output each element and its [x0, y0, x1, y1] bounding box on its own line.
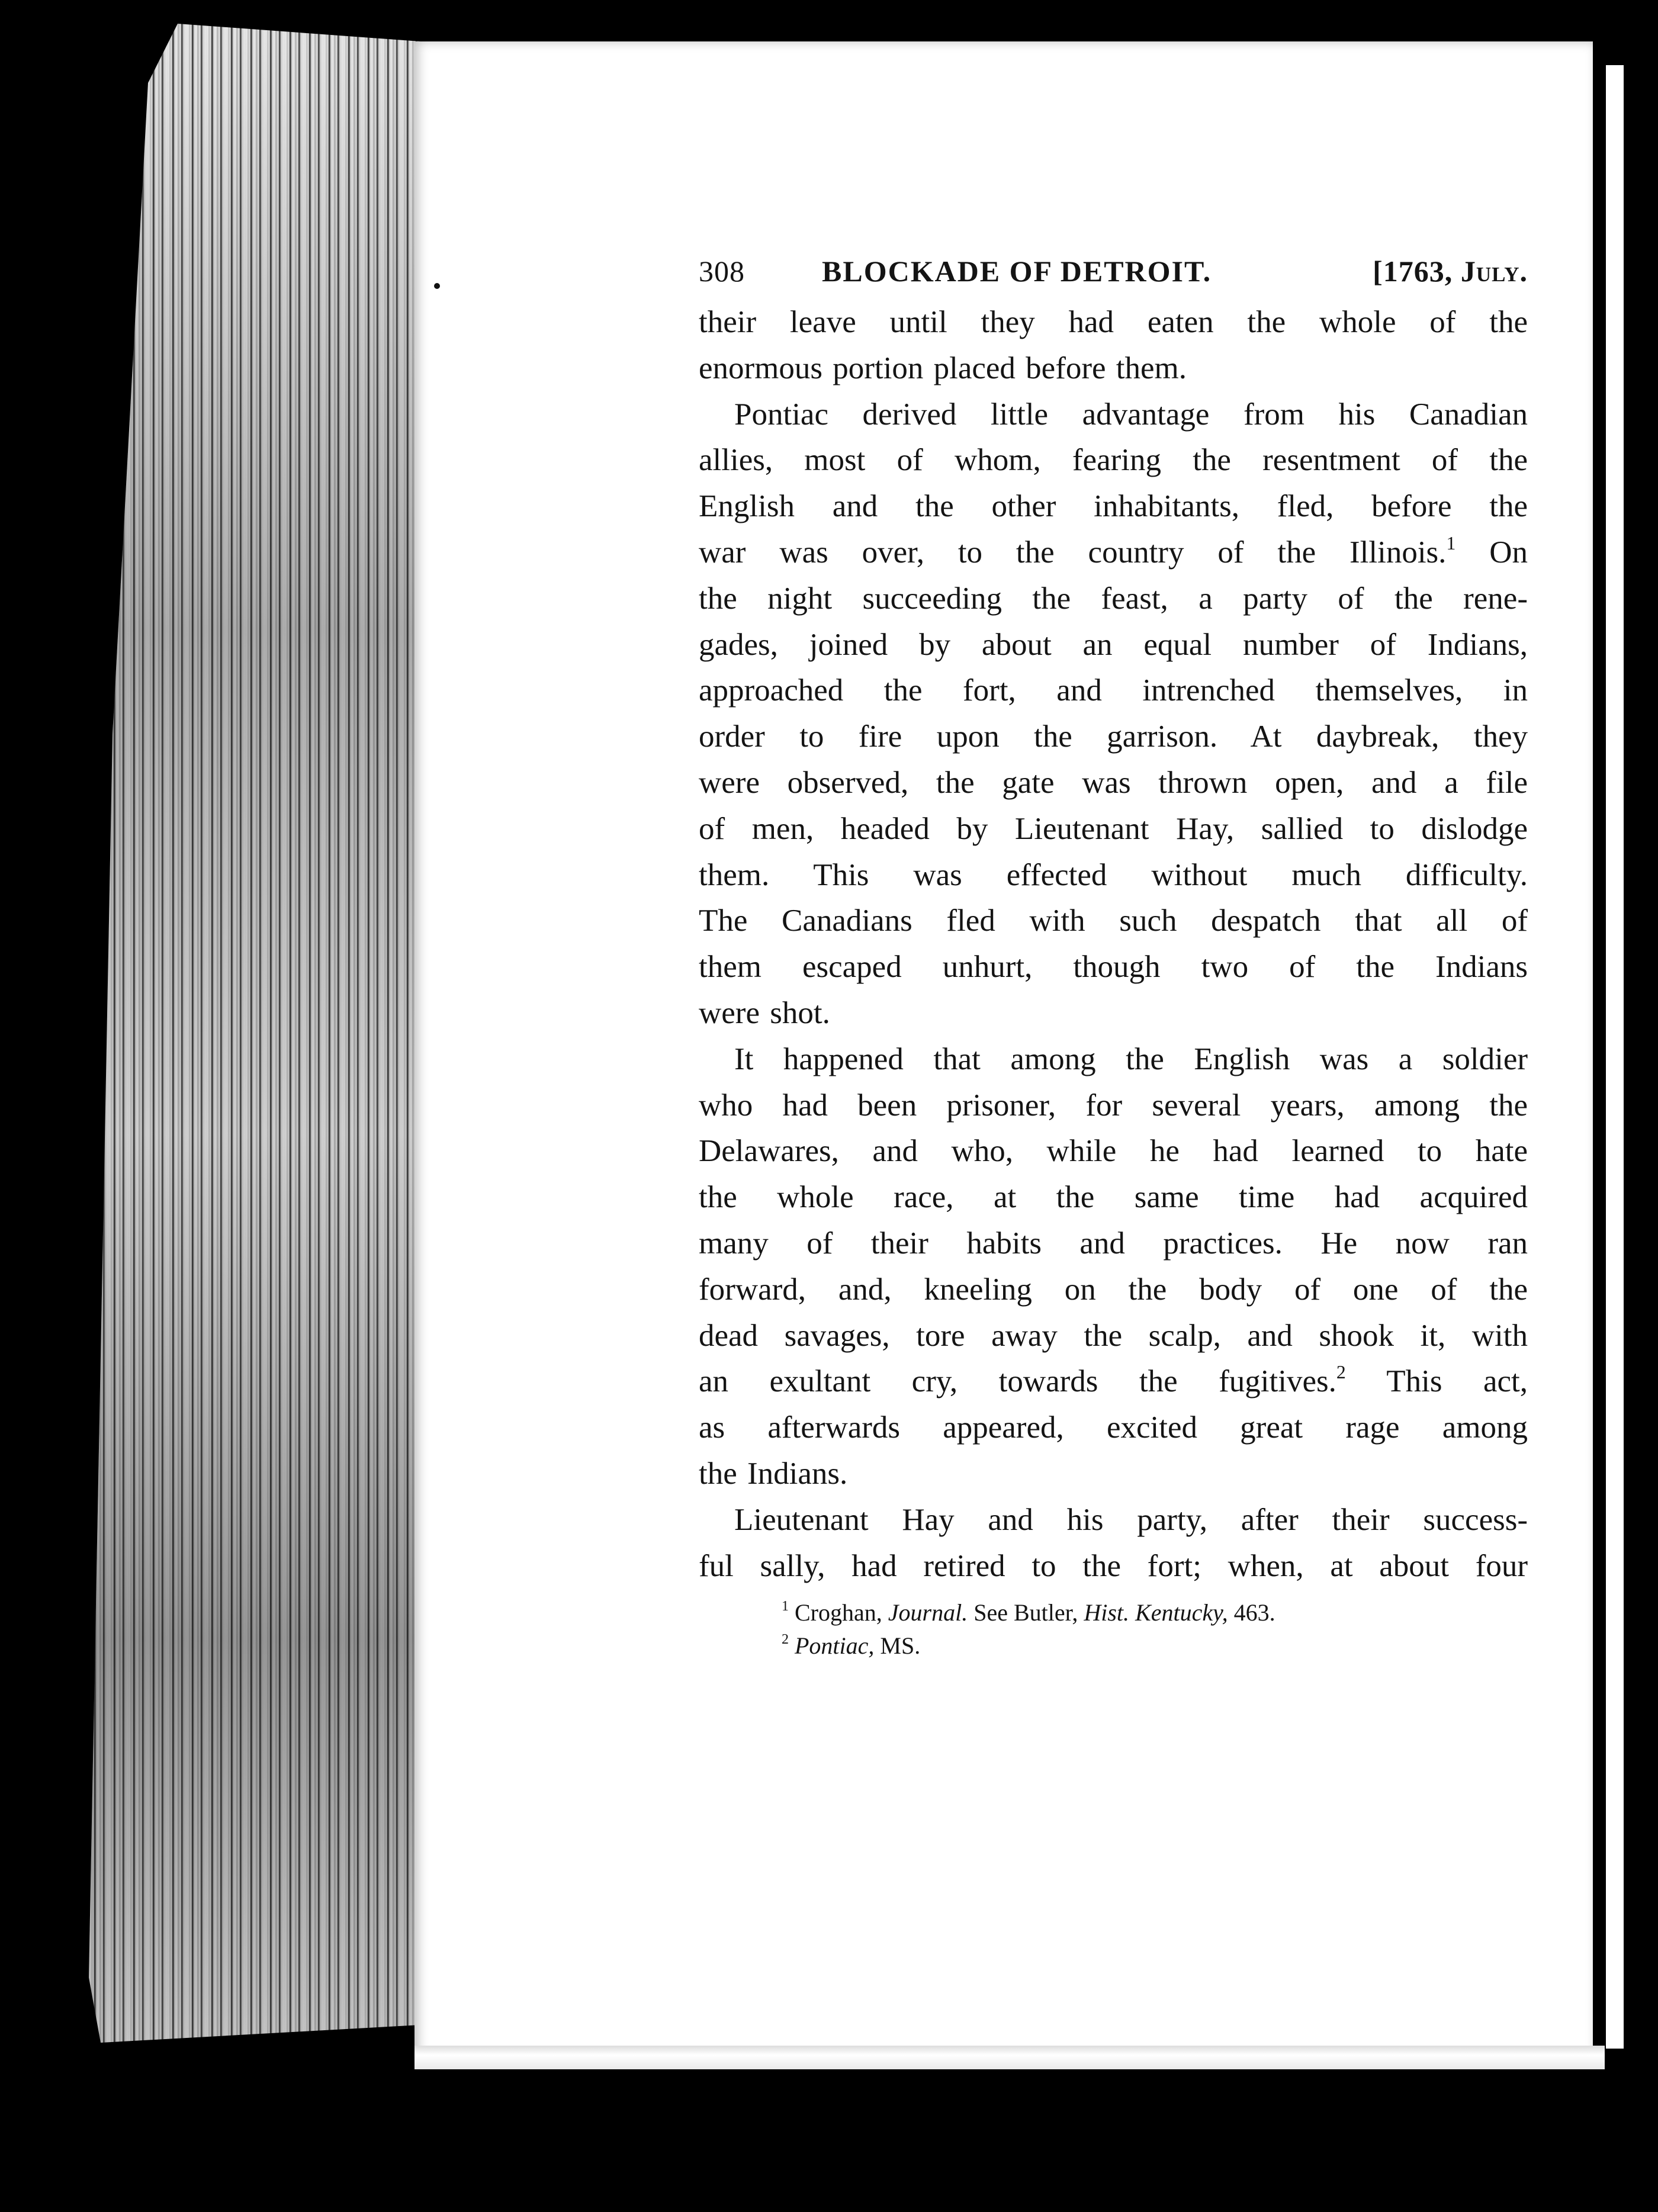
- text-line: enormous portion placed before them.: [699, 351, 1187, 385]
- running-head: [699, 249, 1528, 300]
- footnote-ref: 2: [1336, 1362, 1346, 1383]
- text-line: ful sally, had retired to the fort; when, at about four: [699, 1548, 1528, 1583]
- text-line: English and the other inhabitants, fled, before the: [699, 489, 1528, 524]
- footnote-text: Croghan,: [789, 1599, 888, 1626]
- text-line: many of their habits and practices. He now ran: [699, 1226, 1528, 1261]
- text-line: gades, joined by about an equal number of Indians,: [699, 627, 1528, 662]
- footnotes: [699, 1596, 1528, 1663]
- text-line: them. This was effected without much difficulty.: [699, 857, 1528, 892]
- text-line-part: war was over, to the country of the Illinois.: [699, 535, 1447, 570]
- footnote-marker: 2: [782, 1632, 789, 1648]
- text-line-part: On: [1455, 535, 1528, 570]
- text-line-part: This act,: [1345, 1364, 1528, 1399]
- footnote-2: [782, 1629, 1528, 1663]
- text-line: approached the fort, and intrenched themselves, in: [699, 673, 1528, 708]
- footnote-italic: Hist. Kentucky,: [1084, 1599, 1228, 1626]
- text-line: Delawares, and who, while he had learned to hate: [699, 1134, 1528, 1169]
- running-title: BLOCKADE OF DETROIT.: [822, 255, 1212, 288]
- text-line-part: an exultant cry, towards the fugitives.: [699, 1364, 1336, 1399]
- text-line: allies, most of whom, fearing the resentment of the: [699, 443, 1528, 478]
- page-text-block: [699, 249, 1528, 1663]
- text-line: [699, 1359, 1528, 1405]
- text-line: of men, headed by Lieutenant Hay, sallied to dislodge: [699, 811, 1528, 846]
- text-line: The Canadians fled with such despatch that all of: [699, 904, 1528, 938]
- text-line: the night succeeding the feast, a party of the rene-: [699, 581, 1528, 616]
- footnote-1: [782, 1596, 1528, 1629]
- footnote-italic: Pontiac,: [789, 1632, 875, 1660]
- running-date-year: [1763,: [1373, 255, 1453, 288]
- footnote-text: See Butler,: [968, 1599, 1084, 1626]
- text-line: Pontiac derived little advantage from his Canadian: [734, 397, 1528, 432]
- text-line: who had been prisoner, for several years, among the: [699, 1088, 1528, 1123]
- text-line: were shot.: [699, 995, 830, 1030]
- footnote-ref: 1: [1446, 532, 1456, 554]
- footnote-marker: 1: [782, 1599, 789, 1615]
- footnote-italic: Journal.: [888, 1599, 968, 1626]
- text-line: as afterwards appeared, excited great rage among: [699, 1410, 1528, 1445]
- margin-dot: [434, 283, 440, 289]
- page-bottom-edge: [415, 2046, 1605, 2069]
- text-line: It happened that among the English was a soldier: [734, 1041, 1528, 1076]
- text-line: Lieutenant Hay and his party, after their success-: [734, 1502, 1528, 1537]
- text-line: dead savages, tore away the scalp, and shook it, with: [699, 1318, 1528, 1353]
- running-date-month: July.: [1460, 255, 1528, 288]
- text-line: the Indians.: [699, 1456, 848, 1491]
- page-number: 308: [699, 255, 745, 288]
- text-line: [699, 530, 1528, 576]
- text-line: the whole race, at the same time had acquired: [699, 1180, 1528, 1215]
- body-text: [699, 300, 1528, 1589]
- running-date: [1373, 249, 1528, 295]
- next-page-edge: [1606, 65, 1624, 2049]
- text-line: them escaped unhurt, though two of the Indians: [699, 950, 1528, 985]
- footnote-text: MS.: [874, 1632, 921, 1660]
- text-line: their leave until they had eaten the whole of the: [699, 305, 1528, 339]
- text-line: were observed, the gate was thrown open, and a file: [699, 765, 1528, 800]
- text-line: order to fire upon the garrison. At daybreak, they: [699, 719, 1528, 754]
- fore-edge-shadow: [89, 24, 420, 2043]
- footnote-text: 463.: [1228, 1599, 1275, 1626]
- text-line: forward, and, kneeling on the body of one of the: [699, 1272, 1528, 1307]
